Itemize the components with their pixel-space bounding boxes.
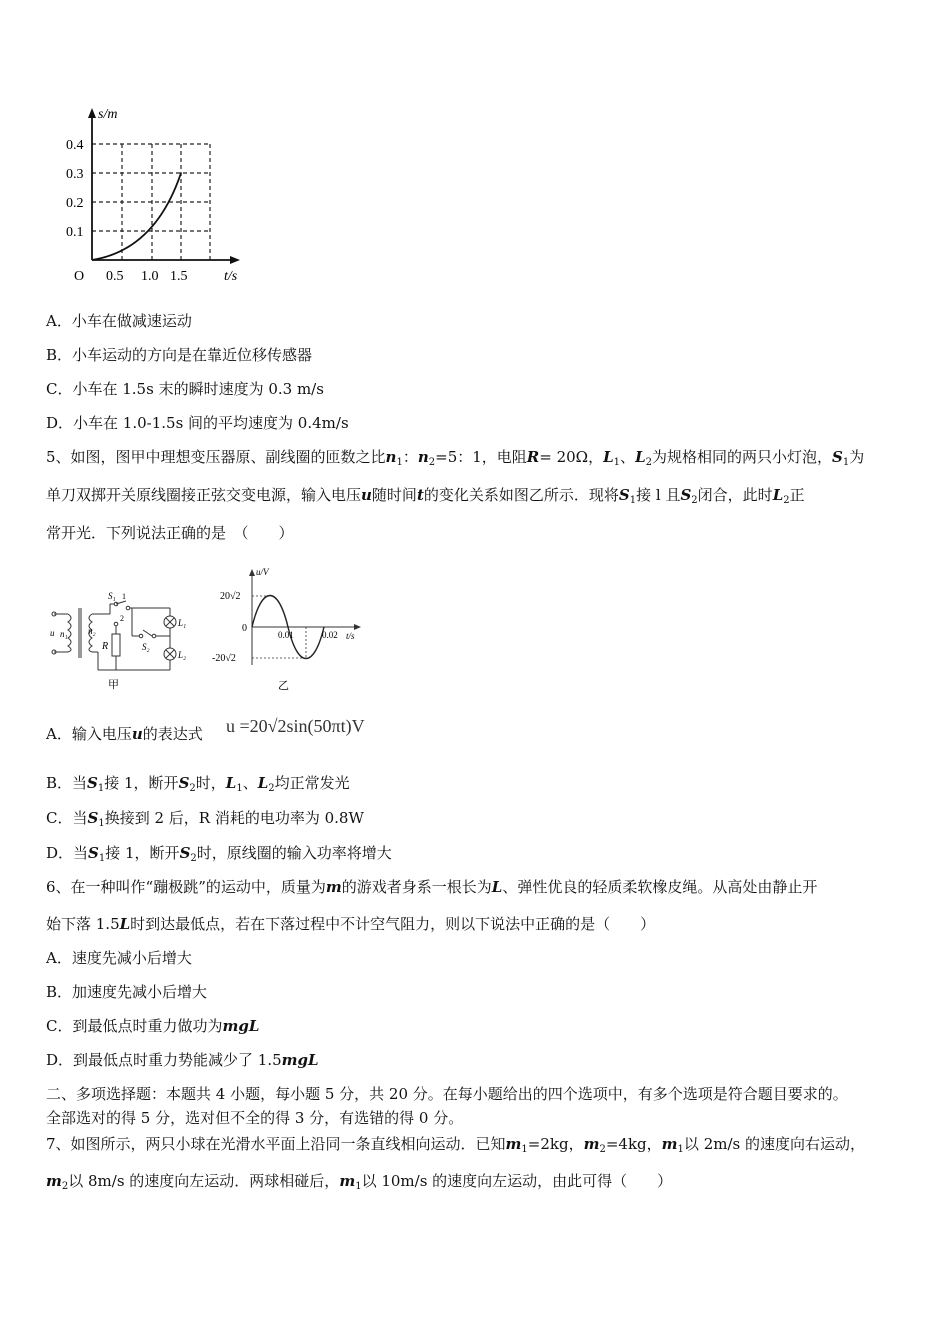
wave-ymin-label: -20√2	[212, 653, 236, 664]
q6-option-d: D．到最低点时重力势能减少了 1.5mgL	[46, 1051, 319, 1069]
q5-stem-line1: 5、如图，图甲中理想变压器原、副线圈的匝数之比$n_1$：$n_2=5$：1，电阻R= 20Ω，$L_1$、$L_2$为规格相同的两只小灯泡，$S_1$为	[46, 448, 865, 468]
y-axis-arrow	[88, 108, 96, 118]
q5-option-c: C．当$S_1$换接到 2 后，R 消耗的电功率为 0.8W	[46, 809, 364, 829]
y-tick: 0.2	[66, 196, 84, 211]
circuit-n1-label: n₁	[60, 629, 68, 639]
circuit-l1-label: L₁	[178, 618, 187, 628]
q4-option-b: B．小车运动的方向是在靠近位移传感器	[46, 346, 313, 364]
wave-x-axis-label: t/s	[346, 631, 355, 641]
wave-caption: 乙	[278, 680, 289, 692]
q6-stem-line2: 始下落 1.5L时到达最低点，若在下落过程中不计空气阻力，则以下说法中正确的是（ ）	[46, 915, 656, 933]
circuit-r-label: R	[102, 641, 109, 652]
wave-ymax-label: 20√2	[220, 591, 241, 602]
q5-option-a: A．输入电压u的表达式	[46, 725, 203, 743]
q6-option-b: B．加速度先减小后增大	[46, 983, 208, 1001]
graph-grid	[92, 144, 210, 260]
y-tick: 0.3	[66, 167, 84, 182]
q4-option-c: C．小车在 1.5s 末的瞬时速度为 0.3 m/s	[46, 380, 324, 398]
q4-option-a: A．小车在做减速运动	[46, 312, 192, 330]
wave-x-tick-2: 0.02	[322, 630, 338, 640]
voltage-wave-graph	[206, 565, 366, 695]
circuit-tap2-label: 2	[120, 614, 124, 623]
x-tick: 1.0	[141, 269, 159, 284]
q6-stem-line1: 6、在一种叫作“蹦极跳”的运动中，质量为m的游戏者身系一根长为L、弹性优良的轻质柔软橡皮绳。从高处由静止开	[46, 878, 818, 896]
circuit-caption: 甲	[108, 679, 119, 691]
q6-option-a: A．速度先减小后增大	[46, 949, 192, 967]
wave-zero-label: 0	[242, 623, 247, 634]
section2-instructions-line1: 二、多项选择题：本题共 4 小题，每小题 5 分，共 20 分。在每小题给出的四个选项中，有多个选项是符合题目要求的。	[46, 1085, 848, 1103]
circuit-s2-label: S₂	[142, 642, 150, 652]
x-tick: 1.5	[170, 269, 188, 284]
q5-stem-line2: 单刀双掷开关原线圈接正弦交变电源，输入电压u随时间t的变化关系如图乙所示．现将$S_1$接 l 且$S_2$闭合，此时$L_2$正	[46, 486, 805, 506]
circuit-n2-label: n₂	[88, 626, 96, 636]
circuit-u-label: u	[50, 628, 55, 638]
origin-label: O	[74, 269, 85, 284]
q7-stem-line2: $m_2$以 8m/s 的速度向左运动．两球相碰后，$m_1$以 10m/s 的速度向左运动，由此可得（ ）	[46, 1172, 673, 1192]
y-tick: 0.4	[66, 138, 84, 153]
q4-option-d: D．小车在 1.0-1.5s 间的平均速度为 0.4m/s	[46, 414, 349, 432]
circuit-diagram	[46, 590, 196, 692]
x-tick: 0.5	[106, 269, 124, 284]
s-t-graph	[60, 100, 260, 290]
y-tick: 0.1	[66, 225, 84, 240]
q5-option-b: B．当$S_1$接 1，断开$S_2$时，$L_1$、$L_2$均正常发光	[46, 774, 350, 794]
q6-option-c: C．到最低点时重力做功为mgL	[46, 1017, 260, 1035]
q5-option-d: D．当$S_1$接 1，断开$S_2$时，原线圈的输入功率将增大	[46, 844, 392, 864]
x-axis-label: t/s	[224, 269, 238, 284]
x-axis-arrow	[230, 256, 240, 264]
wave-y-axis-label: u/V	[256, 567, 269, 577]
circuit-s1-label: S₁	[108, 591, 116, 601]
circuit-l2-label: L₂	[178, 650, 187, 660]
circuit-tap1-label: 1	[122, 592, 126, 601]
q5-formula: u =20√2sin(50πt)V	[226, 716, 365, 736]
wave-x-tick-1: 0.01	[278, 630, 294, 640]
s-t-curve	[92, 173, 181, 260]
q5-stem-line3: 常开光．下列说法正确的是 （ ）	[46, 524, 294, 542]
y-axis-label: s/m	[98, 107, 118, 122]
wave-y-arrow	[249, 569, 255, 576]
wave-x-arrow	[354, 624, 361, 630]
section2-instructions-line2: 全部选对的得 5 分，选对但不全的得 3 分，有选错的得 0 分。	[46, 1109, 464, 1127]
q7-stem-line1: 7、如图所示，两只小球在光滑水平面上沿同一条直线相向运动．已知$m_1=2kg$，$m_2=4kg$，$m_1$以 2m/s 的速度向右运动，	[46, 1135, 865, 1155]
